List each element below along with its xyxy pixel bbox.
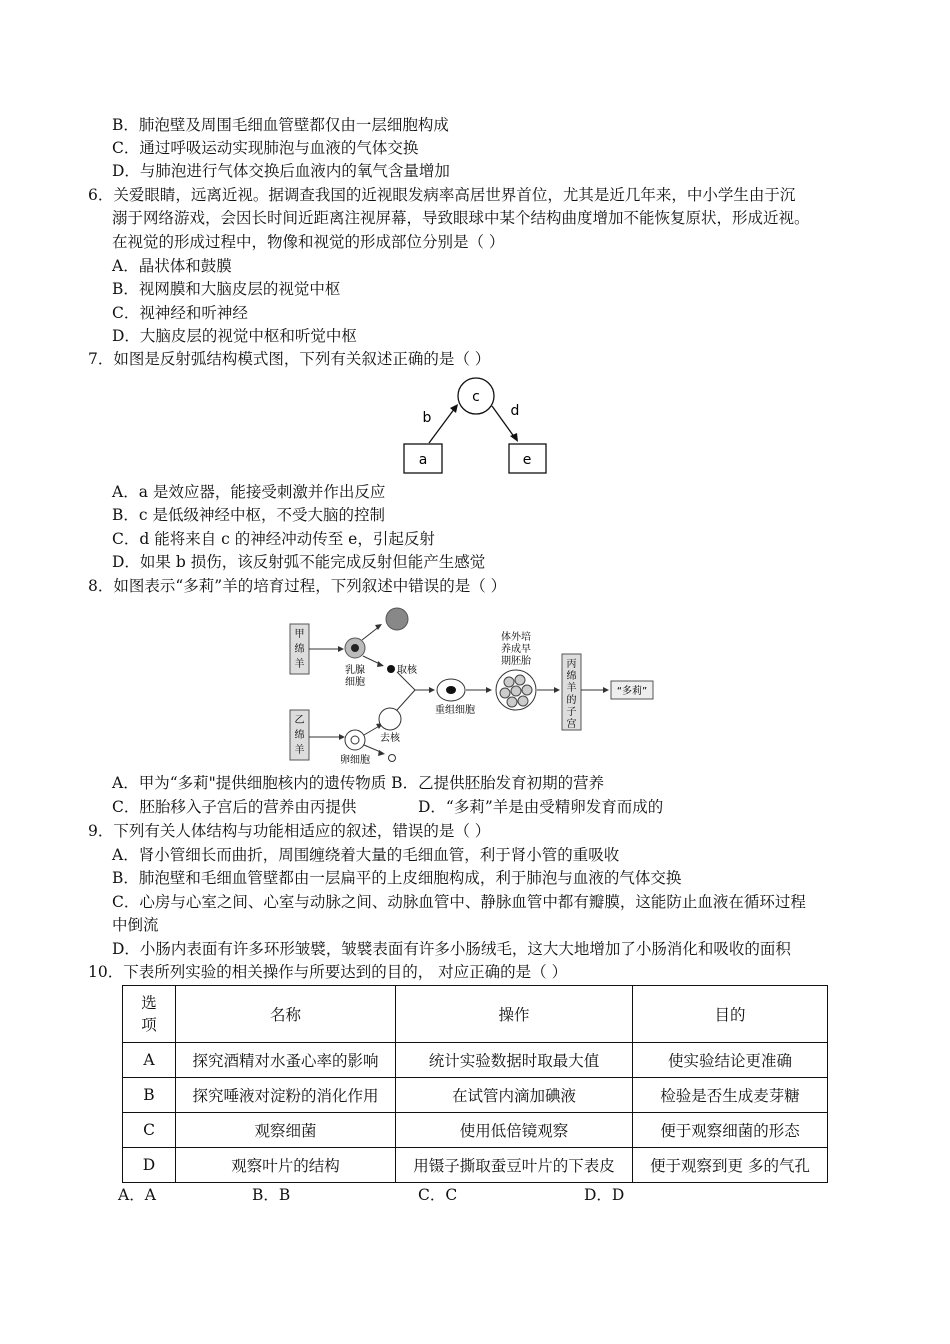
q10-answer-c: C．C (418, 1186, 458, 1204)
row-operation: 使用低倍镜观察 (396, 1113, 633, 1148)
dolly-label: “多莉” (616, 686, 648, 697)
q9-option-b: B．肺泡壁和毛细血管壁都由一层扁平的上皮细胞构成，利于肺泡与血液的气体交换 (112, 869, 682, 887)
row-goal: 检验是否生成麦芽糖 (633, 1078, 828, 1113)
q6-stem-line3: 在视觉的形成过程中，物像和视觉的形成部位分别是（ ） (112, 233, 505, 251)
q10-stem: 10．下表所列实验的相关操作与所要达到的目的， 对应正确的是（ ） (88, 963, 568, 981)
q9-option-a: A．肾小管细长而曲折，周围缠绕着大量的毛细血管，利于肾小管的重吸收 (112, 846, 620, 864)
q6-option-c: C．视神经和听神经 (112, 304, 248, 322)
cytoplasm-gray (386, 608, 408, 630)
sheep-b-char3: 羊 (294, 745, 305, 756)
q8-option-ab: A．甲为“多莉"提供细胞核内的遗传物质 B．乙提供胚胎发育初期的营养 (112, 774, 605, 792)
sheep-b-char2: 绵 (294, 730, 305, 741)
arrow-d-head (510, 433, 518, 442)
q10-answer-a: A．A (118, 1186, 156, 1204)
sheep-a-char1: 甲 (294, 629, 305, 640)
label-d: d (510, 403, 520, 419)
node-a-label: a (418, 452, 428, 468)
experiment-table (122, 985, 828, 1183)
q8-option-c: C．胚胎移入子宫后的营养由丙提供 (112, 798, 357, 816)
table-row (123, 1113, 828, 1148)
table-row (123, 1148, 828, 1183)
q9-option-d: D．小肠内表面有许多环形皱襞，皱襞表面有许多小肠绒毛，这大大地增加了小肠消化和吸收的面积 (112, 940, 791, 958)
enucleate-label: 去核 (380, 733, 400, 744)
egg-label: 卵细胞 (340, 755, 370, 766)
row-option: B (123, 1078, 176, 1113)
q7-option-c: C．d 能将来自 c 的神经冲动传至 e，引起反射 (112, 530, 435, 548)
table-row (123, 1078, 828, 1113)
q9-option-c-line2: 中倒流 (112, 916, 159, 934)
q5-option-b: B．肺泡壁及周围毛细血管壁都仅由一层细胞构成 (112, 116, 449, 134)
sheep-c-char3: 羊 (566, 683, 577, 694)
q5-option-c: C．通过呼吸运动实现肺泡与血液的气体交换 (112, 139, 419, 157)
header-operation: 操作 (396, 986, 633, 1043)
row-name: 观察细菌 (176, 1113, 396, 1148)
dolly-cloning-diagram (285, 602, 665, 768)
header-name: 名称 (176, 986, 396, 1043)
mammary-label-1: 乳腺 (345, 665, 365, 676)
q10-answer-b: B．B (252, 1186, 291, 1204)
removed-nucleus (389, 755, 396, 762)
mammary-label-2: 细胞 (345, 677, 365, 688)
culture-label-2: 养成早 (501, 644, 531, 655)
q6-option-d: D．大脑皮层的视觉中枢和听觉中枢 (112, 327, 357, 345)
table-row (123, 1043, 828, 1078)
row-option: A (123, 1043, 176, 1078)
row-option: C (123, 1113, 176, 1148)
arrow-b (429, 408, 455, 443)
donor-nucleus (387, 665, 395, 673)
row-goal: 便于观察到更 多的气孔 (633, 1148, 828, 1183)
q8-option-d: D．“多莉”羊是由受精卵发育而成的 (418, 798, 664, 816)
header-option (123, 986, 176, 1043)
q6-stem-line1: 6．关爱眼睛，远离近视。据调查我国的近视眼发病率高居世界首位，尤其是近几年来，中小学生由于沉 (88, 186, 796, 204)
label-b: b (422, 410, 432, 426)
q6-option-a: A．晶状体和鼓膜 (112, 257, 232, 275)
culture-label-3: 期胚胎 (501, 656, 531, 667)
row-operation: 统计实验数据时取最大值 (396, 1043, 633, 1078)
q7-option-a: A．a 是效应器，能接受刺激并作出反应 (112, 483, 386, 501)
q7-option-d: D．如果 b 损伤，该反射弧不能完成反射但能产生感觉 (112, 553, 486, 571)
sheep-c-char6: 宫 (566, 719, 577, 730)
sheep-c-char5: 子 (566, 707, 577, 718)
node-c-label: c (472, 389, 480, 405)
reflex-arc-diagram (395, 373, 555, 478)
header-option-char2: 项 (141, 1016, 157, 1034)
sheep-a-char2: 绵 (294, 644, 305, 655)
q6-stem-line2: 溺于网络游戏，会因长时间近距离注视屏幕，导致眼球中某个结构曲度增加不能恢复原状，形成近视。 (112, 209, 810, 227)
culture-label-1: 体外培 (501, 632, 531, 643)
header-goal: 目的 (633, 986, 828, 1043)
q6-option-b: B．视网膜和大脑皮层的视觉中枢 (112, 280, 341, 298)
sheep-c-char2: 绵 (566, 671, 577, 682)
sheep-c-char4: 的 (566, 695, 577, 706)
node-e-label: e (522, 452, 532, 468)
sheep-c-char1: 丙 (566, 659, 577, 670)
q7-stem: 7．如图是反射弧结构模式图，下列有关叙述正确的是（ ） (88, 350, 491, 368)
sheep-a-char3: 羊 (294, 659, 305, 670)
row-name: 探究酒精对水蚤心率的影响 (176, 1043, 396, 1078)
row-goal: 便于观察细菌的形态 (633, 1113, 828, 1148)
row-name: 观察叶片的结构 (176, 1148, 396, 1183)
q9-stem: 9．下列有关人体结构与功能相适应的叙述，错误的是（ ） (88, 822, 491, 840)
q9-option-c-line1: C．心房与心室之间、心室与动脉之间、动脉血管中、静脉血管中都有瓣膜，这能防止血液在循环过程 (112, 893, 806, 911)
row-operation: 用镊子撕取蚕豆叶片的下表皮 (396, 1148, 633, 1183)
enucleated-egg (379, 708, 401, 730)
row-goal: 使实验结论更准确 (633, 1043, 828, 1078)
q8-stem: 8．如图表示“多莉”羊的培育过程，下列叙述中错误的是（ ） (88, 577, 507, 595)
q10-answer-d: D．D (584, 1186, 625, 1204)
sheep-b-char1: 乙 (294, 715, 305, 726)
row-option: D (123, 1148, 176, 1183)
nucleus-take-label: 取核 (397, 665, 417, 676)
q5-option-d: D．与肺泡进行气体交换后血液内的氧气含量增加 (112, 162, 450, 180)
q7-option-b: B．c 是低级神经中枢，不受大脑的控制 (112, 506, 385, 524)
row-operation: 在试管内滴加碘液 (396, 1078, 633, 1113)
header-option-char1: 选 (141, 994, 157, 1012)
arrow-b-head (450, 404, 458, 413)
recombinant-label: 重组细胞 (435, 705, 475, 716)
table-header-row (123, 986, 828, 1043)
row-name: 探究唾液对淀粉的消化作用 (176, 1078, 396, 1113)
